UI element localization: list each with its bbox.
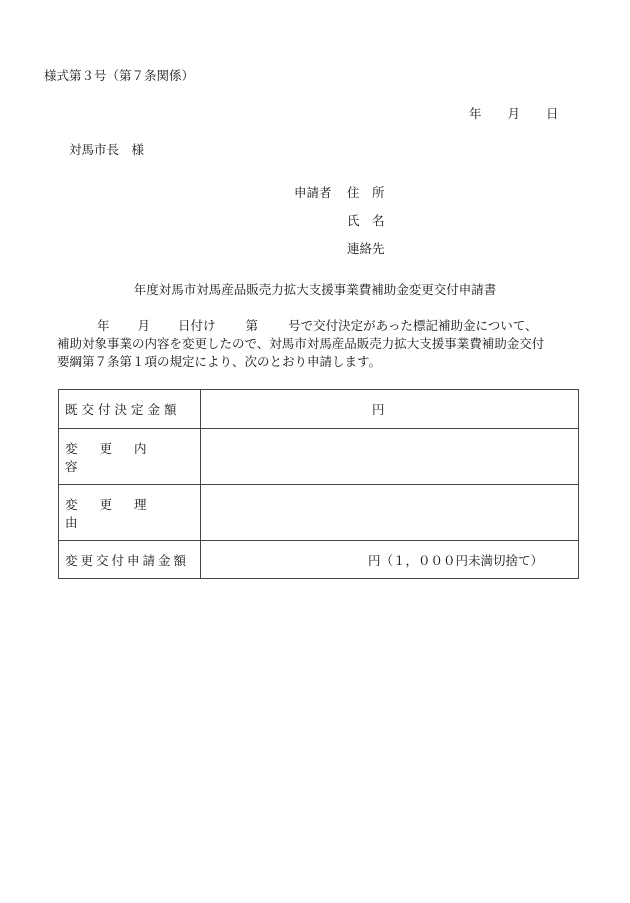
body-line-3: 要綱第７条第１項の規定により、次のとおり申請します。 <box>57 354 382 369</box>
date-day-label: 日 <box>546 106 559 121</box>
body-line1-rest: 号で交付決定があった標記補助金について、 <box>288 318 538 333</box>
addressee: 対馬市長 様 <box>69 142 145 157</box>
date-line <box>469 104 559 122</box>
applicant-label: 申請者 <box>294 185 332 200</box>
table-row <box>59 485 579 541</box>
body-line-2: 補助対象事業の内容を変更したので、対馬市対馬産品販売力拡大支援事業費補助金交付 <box>57 336 545 351</box>
applicant-contact-label: 連絡先 <box>347 241 385 256</box>
body-text <box>57 317 587 371</box>
label-requested-amount: 変更交付申請金額 <box>59 541 201 579</box>
body-dai: 第 <box>245 318 259 333</box>
document-title: 年度対馬市対馬産品販売力拡大支援事業費補助金変更交付申請書 <box>133 282 497 297</box>
date-year-label: 年 <box>469 106 482 121</box>
value-requested-amount[interactable]: 円（１，０００円未満切捨て） <box>201 541 579 579</box>
value-change-reason[interactable] <box>201 485 579 541</box>
label-change-content: 変更内容 <box>59 429 201 485</box>
label-decided-amount: 既交付決定金額 <box>59 390 201 429</box>
application-table <box>58 389 579 579</box>
applicant-name-label: 氏 名 <box>347 213 385 228</box>
body-year: 年 <box>97 318 110 333</box>
value-change-content[interactable] <box>201 429 579 485</box>
table-row <box>59 390 579 429</box>
form-number: 様式第３号（第７条関係） <box>44 68 195 83</box>
body-day: 日付け <box>178 318 216 333</box>
table-row <box>59 541 579 579</box>
applicant-address-label: 住 所 <box>347 185 385 200</box>
body-line-1 <box>57 317 587 335</box>
date-month-label: 月 <box>507 106 521 121</box>
table-row <box>59 429 579 485</box>
body-month: 月 <box>137 318 151 333</box>
value-decided-amount[interactable]: 円 <box>201 390 579 429</box>
label-change-reason: 変更理由 <box>59 485 201 541</box>
